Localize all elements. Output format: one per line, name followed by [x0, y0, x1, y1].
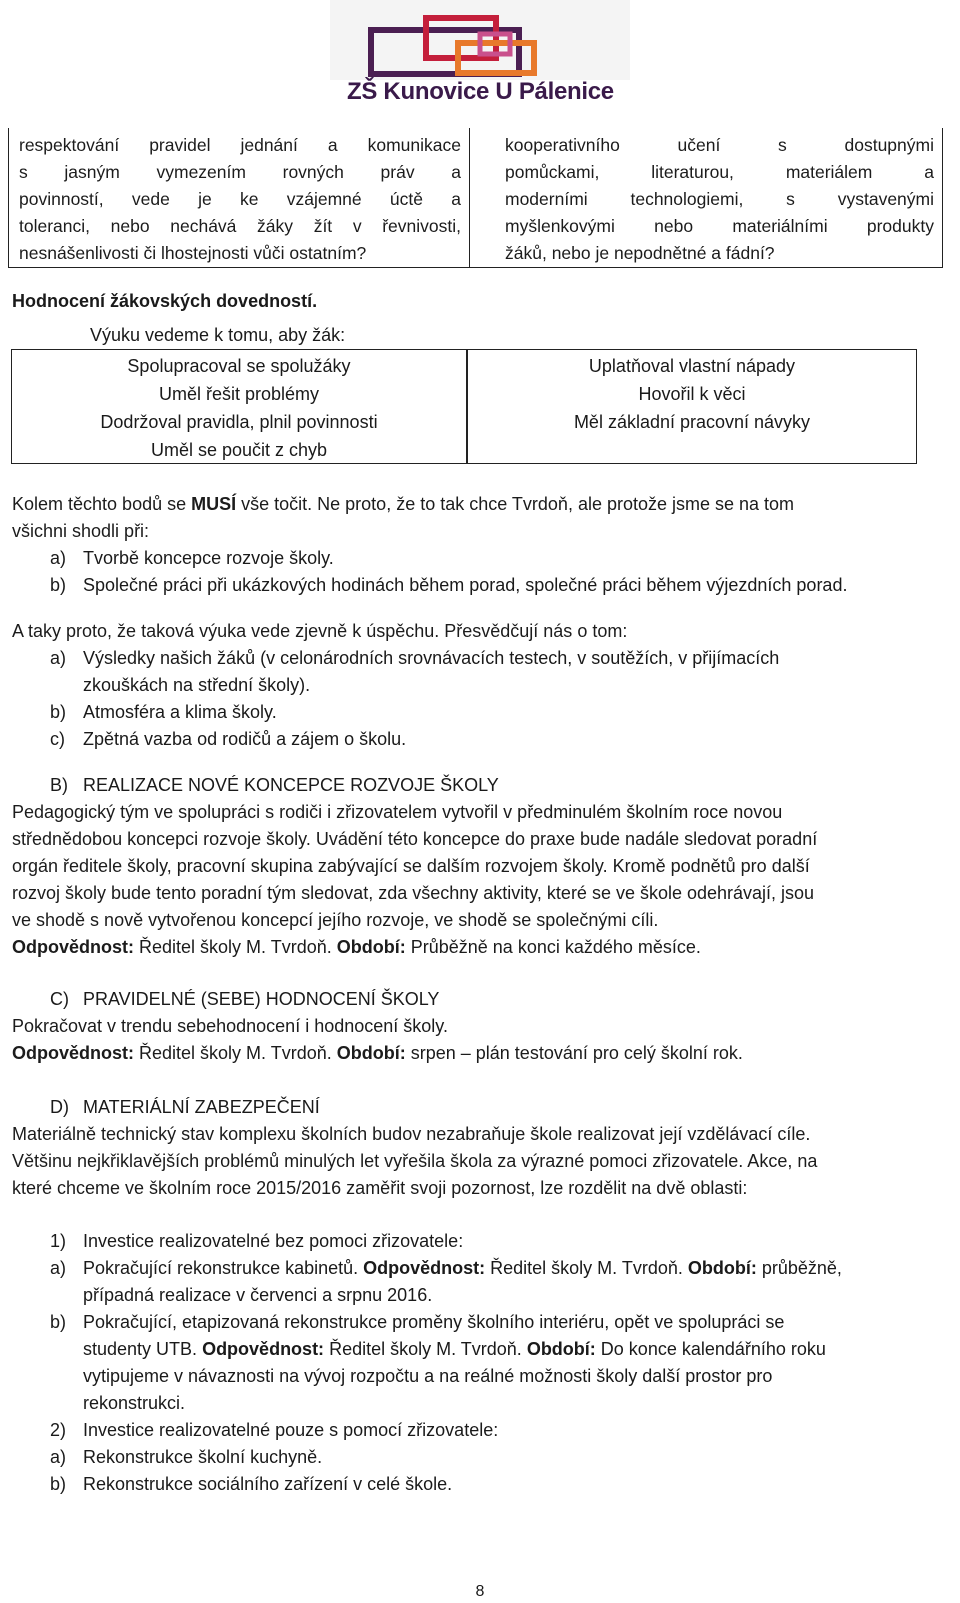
section-b-body — [12, 799, 817, 961]
text-fragment: Ředitel školy M. Tvrdoň. — [134, 1043, 337, 1063]
label-bold: Odpovědnost: — [12, 1043, 134, 1063]
skill-item: Dodržoval pravidla, plnil povinnosti — [100, 412, 378, 432]
logo-text: ZŠ Kunovice U Pálenice — [347, 78, 614, 105]
list-marker: b) — [50, 575, 67, 595]
list-text: vytipujeme v návaznosti na vývoj rozpočtu a na reálné možnosti školy další prostor pro — [83, 1366, 773, 1386]
text-line: orgán ředitele školy, pracovní skupina zabývající se dalším rozvojem školy. Kromě podnětů pro další — [12, 856, 810, 876]
text-fragment: Ředitel školy M. Tvrdoň. — [134, 937, 337, 957]
text-line: povinností, vede je ke vzájemné úctě a — [19, 189, 461, 209]
text-fragment: Ředitel školy M. Tvrdoň. — [324, 1339, 527, 1359]
label-bold: Odpovědnost: — [202, 1339, 325, 1359]
section-title: MATERIÁLNÍ ZABEZPEČENÍ — [83, 1097, 320, 1117]
text-line: kooperativního učení s dostupnými — [505, 135, 934, 155]
text-line: Pokračovat v trendu sebehodnocení i hodnocení školy. — [12, 1016, 448, 1036]
list-marker: a) — [50, 648, 67, 668]
skills-intro: Výuku vedeme k tomu, aby žák: — [90, 325, 346, 345]
top-table-right-cell — [469, 128, 943, 268]
section-c-body — [12, 1013, 743, 1067]
text-line: respektování pravidel jednání a komunikace — [19, 135, 461, 155]
list-text: Investice realizovatelné pouze s pomocí zřizovatele: — [83, 1420, 499, 1440]
list-text: zkouškách na střední školy). — [83, 675, 311, 695]
label-bold: Období: — [336, 937, 406, 957]
school-logo — [330, 0, 630, 112]
page-number: 8 — [475, 1583, 485, 1600]
top-table-left-cell — [8, 128, 470, 268]
text-line: s jasným vymezením rovných práv a — [19, 162, 461, 182]
skill-item: Uplatňoval vlastní nápady — [588, 356, 796, 376]
list-marker: a) — [50, 548, 67, 568]
skills-heading: Hodnocení žákovských dovedností. — [12, 291, 318, 311]
responsibility-line — [12, 1040, 743, 1067]
skill-item: Měl základní pracovní návyky — [573, 412, 811, 432]
text-line — [12, 491, 794, 518]
text-line: Pedagogický tým ve spolupráci s rodiči i zřizovatelem vytvořil v předminulém školním roce novou — [12, 802, 783, 822]
paragraph-success — [12, 618, 627, 645]
text-line: moderními technologiemi, s vystavenými — [505, 189, 934, 209]
list-marker: 1) — [50, 1231, 67, 1251]
label-bold: Odpovědnost: — [12, 937, 134, 957]
text-fragment: Do konce kalendářního roku — [595, 1339, 826, 1359]
list-text: Atmosféra a klima školy. — [83, 702, 277, 722]
list-marker: b) — [50, 702, 67, 722]
section-marker: D) — [50, 1097, 69, 1117]
text-line: A taky proto, že taková výuka vede zjevně k úspěchu. Přesvědčují nás o tom: — [12, 621, 628, 641]
section-marker: B) — [50, 775, 68, 795]
list-text: Investice realizovatelné bez pomoci zřizovatele: — [83, 1231, 464, 1251]
text-fragment: Průběžně na konci každého měsíce. — [405, 937, 701, 957]
text-fragment: Pokračující rekonstrukce kabinetů. — [83, 1258, 364, 1278]
text-line: nesnášenlivosti či lhostejnosti vůči ostatním? — [19, 243, 367, 263]
text-line: pomůckami, literaturou, materiálem a — [505, 162, 934, 182]
list-marker: b) — [50, 1312, 67, 1332]
list-marker: a) — [50, 1258, 67, 1278]
list-text: Rekonstrukce sociálního zařízení v celé škole. — [83, 1474, 453, 1494]
skills-table — [11, 349, 917, 464]
list-text: případná realizace v červenci a srpnu 2016. — [83, 1285, 433, 1305]
text-fragment: vše točit. Ne proto, že to tak chce Tvrdoň, ale protože jsme se na tom — [236, 494, 795, 514]
label-bold: Období: — [526, 1339, 596, 1359]
label-bold: Odpovědnost: — [363, 1258, 486, 1278]
list-text: Společné práci při ukázkových hodinách během porad, společné práci během výjezdních porad. — [83, 575, 848, 595]
skill-item: Uměl řešit problémy — [158, 384, 320, 404]
top-table — [8, 128, 944, 270]
list-text — [83, 1255, 842, 1282]
list-marker: a) — [50, 1447, 67, 1467]
section-d-body — [12, 1121, 817, 1202]
list-marker: 2) — [50, 1420, 67, 1440]
list-text: Tvorbě koncepce rozvoje školy. — [83, 548, 334, 568]
text-line: rozvoj školy bude tento poradní tým sledovat, zda všechny aktivity, které se ve škole odehrávají, jsou — [12, 883, 815, 903]
list-marker: b) — [50, 1474, 67, 1494]
list-text: Rekonstrukce školní kuchyně. — [83, 1447, 323, 1467]
text-line: ve shodě s nově vytvořenou koncepcí jejího rozvoje, ve shodě se společnými cíli. — [12, 910, 659, 930]
list-text: Pokračující, etapizovaná rekonstrukce proměny školního interiéru, opět ve spolupráci se — [83, 1312, 785, 1332]
paragraph-agreement — [12, 491, 794, 545]
skill-item: Spolupracoval se spolužáky — [127, 356, 351, 376]
logo-graphic — [330, 0, 630, 80]
text-line: myšlenkovými nebo materiálními produkty — [505, 216, 934, 236]
section-title: PRAVIDELNÉ (SEBE) HODNOCENÍ ŠKOLY — [83, 989, 440, 1009]
list-text: Výsledky našich žáků (v celonárodních srovnávacích testech, v soutěžích, v přijímacích — [83, 648, 780, 668]
section-marker: C) — [50, 989, 69, 1009]
text-line: Většinu nejkřiklavějších problémů minulých let vyřešila škola za výrazné pomoci zřizovatele. Akce, na — [12, 1151, 818, 1171]
list-text: rekonstrukci. — [83, 1393, 186, 1413]
skills-right-column — [468, 352, 916, 436]
text-line: žáků, nebo je nepodnětné a fádní? — [505, 243, 775, 263]
responsibility-line — [12, 934, 817, 961]
label-bold: Období: — [336, 1043, 406, 1063]
text-fragment: průběžně, — [756, 1258, 842, 1278]
emphasis-text: MUSÍ — [191, 494, 237, 514]
text-line: všichni shodli při: — [12, 521, 150, 541]
section-title: REALIZACE NOVÉ KONCEPCE ROZVOJE ŠKOLY — [83, 775, 499, 795]
text-fragment: srpen – plán testování pro celý školní rok. — [405, 1043, 743, 1063]
list-text — [83, 1336, 826, 1363]
text-fragment: Ředitel školy M. Tvrdoň. — [485, 1258, 688, 1278]
skill-item: Hovořil k věci — [638, 384, 746, 404]
text-fragment: studenty UTB. — [83, 1339, 203, 1359]
text-line: Materiálně technický stav komplexu školních budov nezabraňuje škole realizovat její vzdělávací cíle. — [12, 1124, 811, 1144]
text-line: střednědobou koncepci rozvoje školy. Uvádění této koncepce do praxe bude nadále sledovat poradní — [12, 829, 818, 849]
list-text: Zpětná vazba od rodičů a zájem o školu. — [83, 729, 407, 749]
text-line: které chceme ve školním roce 2015/2016 zaměřit svoji pozornost, lze rozdělit na dvě oblasti: — [12, 1178, 748, 1198]
skills-left-column — [12, 352, 466, 464]
list-marker: c) — [50, 729, 65, 749]
text-line: toleranci, nebo nechává žáky žít v řevnivosti, — [19, 216, 461, 236]
label-bold: Období: — [687, 1258, 757, 1278]
skill-item: Uměl se poučit z chyb — [150, 440, 328, 460]
text-fragment: Kolem těchto bodů se — [12, 494, 192, 514]
